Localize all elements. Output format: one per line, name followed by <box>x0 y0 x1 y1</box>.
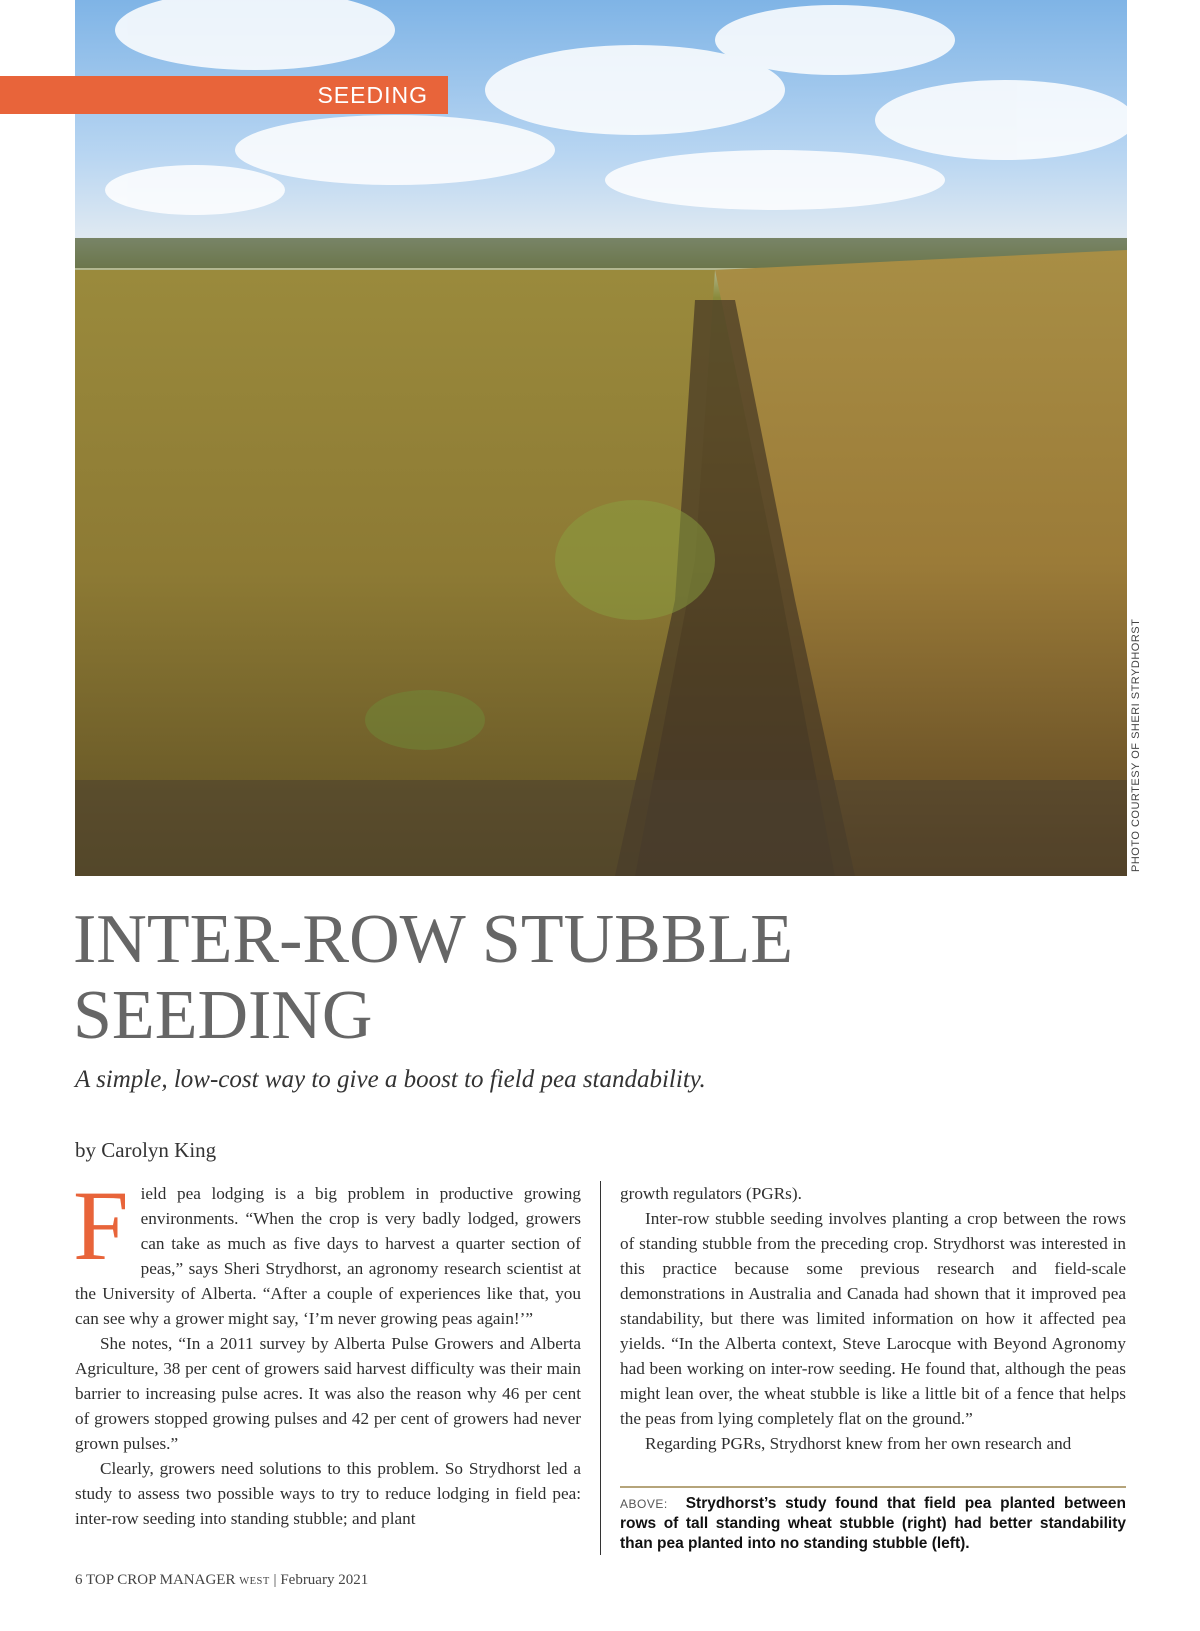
body-paragraph: growth regulators (PGRs). <box>620 1184 802 1203</box>
body-paragraph <box>73 1170 581 1331</box>
byline: by Carolyn King <box>75 1138 217 1162</box>
body-paragraph: Inter-row stubble seeding involves planting a crop between the rows of standing stubble from the preceding crop. Strydhorst was interested in this practice because some previous research and field-scale demonstrations in Australia and Canada had shown that it improved pea standability, but there was limited information on how it affected pea yields. “In the Alberta context, Steve Larocque with Beyond Agronomy had been working on inter-row seeding. He found that, although the peas might lean over, the wheat stubble is like a little bit of a fence that helps the peas from lying completely flat on the ground.” <box>620 1209 1126 1428</box>
headline-line-2: SEEDING <box>73 977 373 1054</box>
body-column-right <box>620 1181 1126 1456</box>
field-pea-photo <box>75 0 1127 876</box>
page-footer <box>75 1572 368 1589</box>
section-tag <box>0 76 448 114</box>
magazine-name: TOP CROP MANAGER <box>85 1572 236 1588</box>
caption-label: ABOVE: <box>620 1497 668 1511</box>
headline-line-1: INTER-ROW STUBBLE <box>73 901 794 978</box>
field-photo-illustration <box>75 0 1127 876</box>
body-paragraph-text: ield pea lodging is a big problem in productive growing environments. “When the crop is very badly lodged, growers can take as much as five days to harvest a quarter section of peas,” says Sheri Strydhorst, an agronomy research scientist at the University of Alberta. “After a couple of experiences like that, you can see why a grower might say, ‘I’m never growing peas again!’” <box>75 1184 581 1328</box>
magazine-edition: WEST <box>239 1576 270 1587</box>
body-paragraph: Regarding PGRs, Strydhorst knew from her own research and <box>645 1434 1072 1453</box>
dropcap: F <box>73 1170 129 1281</box>
caption-divider <box>620 1486 1126 1488</box>
deck: A simple, low-cost way to give a boost to field pea standability. <box>75 1066 706 1093</box>
body-paragraph: Clearly, growers need solutions to this problem. So Strydhorst led a study to assess two possible ways to try to reduce lodging in field pea: inter-row seeding into standing stubble; and plant <box>75 1459 581 1528</box>
body-column-left <box>73 1170 581 1531</box>
issue-date: February 2021 <box>280 1572 369 1588</box>
headline <box>73 902 973 1054</box>
footer-separator: | <box>273 1572 277 1588</box>
caption-text: Strydhorst’s study found that field pea planted between rows of tall standing wheat stubble (right) had better standability than pea planted into no standing stubble (left). <box>620 1495 1126 1552</box>
photo-credit: PHOTO COURTESY OF SHERI STRYDHORST <box>1130 618 1142 872</box>
section-tag-label: SEEDING <box>317 82 428 108</box>
column-divider <box>600 1181 601 1555</box>
body-paragraph: She notes, “In a 2011 survey by Alberta Pulse Growers and Alberta Agriculture, 38 per cent of growers said harvest difficulty was their main barrier to increasing pulse acres. It was also the reason why 46 per cent of growers stopped growing pulses and 42 per cent of growers had never grown pulses.” <box>75 1334 581 1453</box>
page-number: 6 <box>75 1572 83 1588</box>
photo-caption <box>620 1494 1126 1554</box>
